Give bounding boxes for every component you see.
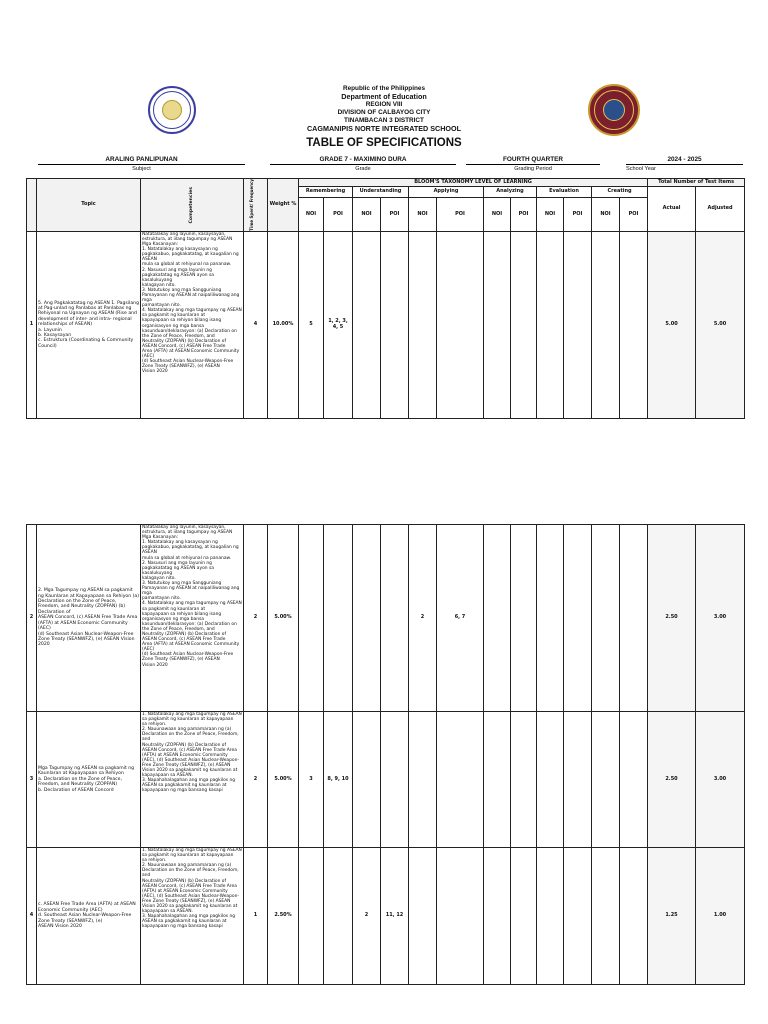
- col-actual: Actual: [648, 187, 696, 232]
- poi-cell: [437, 231, 484, 418]
- poi-header: POI: [564, 197, 592, 231]
- level-applying: Applying: [409, 187, 484, 198]
- noi-cell: [299, 525, 324, 712]
- noi-cell: [484, 525, 511, 712]
- noi-cell: [537, 712, 564, 848]
- poi-cell: [564, 712, 592, 848]
- weight-cell: 5.00%: [268, 525, 299, 712]
- col-adjusted: Adjusted: [696, 187, 745, 232]
- header-line: Republic of the Philippines: [342, 85, 426, 92]
- document-header: [0, 85, 768, 149]
- actual-cell: 1.25: [648, 848, 696, 985]
- poi-cell: [511, 848, 537, 985]
- poi-header: POI: [437, 197, 484, 231]
- row-number: 4: [27, 848, 37, 985]
- poi-cell: [381, 231, 409, 418]
- adjusted-cell: 3.00: [696, 525, 745, 712]
- table-row: [27, 231, 745, 418]
- adjusted-cell: 1.00: [696, 848, 745, 985]
- poi-cell: [564, 848, 592, 985]
- page-title: TABLE OF SPECIFICATIONS: [306, 137, 462, 149]
- time-cell: 4: [244, 231, 268, 418]
- poi-cell: [381, 712, 409, 848]
- col-competencies: Competencies: [141, 179, 244, 232]
- noi-cell: [592, 712, 620, 848]
- noi-cell: [537, 848, 564, 985]
- noi-cell: 2: [409, 525, 437, 712]
- noi-cell: [537, 525, 564, 712]
- grading-period-caption: Grading Period: [514, 166, 552, 172]
- noi-cell: [353, 525, 381, 712]
- poi-header: POI: [324, 197, 353, 231]
- weight-cell: 5.00%: [268, 712, 299, 848]
- noi-cell: 5: [299, 231, 324, 418]
- poi-header: POI: [381, 197, 409, 231]
- school-year-caption: School Year: [626, 166, 656, 172]
- topic-cell: Mga Tagumpay ng ASEAN sa pagkamit ng Kaunlaran at Kapayapaan sa Rehiyon a. Declaration on the Zone of Peace, Freedom, and Neutrality (ZOPFAN) b. Declaration of ASEAN Concord: [37, 712, 141, 848]
- header-line: DIVISION OF CALBAYOG CITY: [337, 109, 431, 116]
- header-line: TINAMBACAN 3 DISTRICT: [344, 117, 424, 124]
- poi-cell: [324, 525, 353, 712]
- noi-header: NOI: [299, 197, 324, 231]
- noi-cell: [537, 231, 564, 418]
- school-year-field: [626, 156, 743, 173]
- noi-cell: [484, 848, 511, 985]
- noi-cell: [409, 712, 437, 848]
- adjusted-cell: 5.00: [696, 231, 745, 418]
- poi-cell: [620, 231, 648, 418]
- row-number: 3: [27, 712, 37, 848]
- poi-cell: [511, 231, 537, 418]
- subject-field: [38, 156, 245, 173]
- poi-cell: [620, 712, 648, 848]
- weight-cell: 2.50%: [268, 848, 299, 985]
- topic-cell: c. ASEAN Free Trade Area (AFTA) at ASEAN Economic Community (AEC) d. Southeast Asian Nuclear-Weapon-Free Zone Treaty (SEANWFZ), (e) ASEAN Vision 2020: [37, 848, 141, 985]
- table-row: [27, 525, 745, 712]
- noi-header: NOI: [484, 197, 511, 231]
- noi-cell: [484, 712, 511, 848]
- table-row: [27, 848, 745, 985]
- poi-cell: [324, 848, 353, 985]
- header-line: REGION VIII: [365, 101, 403, 108]
- noi-cell: 2: [353, 848, 381, 985]
- header-line: CAGMANIPIS NORTE INTEGRATED SCHOOL: [306, 124, 461, 133]
- time-cell: 2: [244, 712, 268, 848]
- time-cell: 1: [244, 848, 268, 985]
- noi-header: NOI: [353, 197, 381, 231]
- poi-cell: 8, 9, 10: [324, 712, 353, 848]
- actual-cell: 2.50: [648, 525, 696, 712]
- specifications-table-page-2: [26, 524, 745, 985]
- level-creating: Creating: [592, 187, 648, 198]
- actual-cell: 2.50: [648, 712, 696, 848]
- noi-cell: [299, 848, 324, 985]
- subject-caption: Subject: [132, 166, 151, 172]
- noi-cell: [484, 231, 511, 418]
- col-blooms: BLOOM'S TAXONOMY LEVEL OF LEARNING: [299, 179, 648, 187]
- weight-cell: 10.00%: [268, 231, 299, 418]
- table-row: [27, 712, 745, 848]
- noi-cell: [592, 525, 620, 712]
- adjusted-cell: 3.00: [696, 712, 745, 848]
- topic-cell: 2. Mga Tagumpay ng ASEAN sa pagkamit ng Kaunlaran at Kapayapaan sa Rehiyon (a) Declaration on the Zone of Peace, Freedom, and Neutrality (ZOPFAN) (b) Declaration of ASEAN Concord, (c) ASEAN Free Trade Area (AFTA) at ASEAN Economic Community (AEC) (d) Southeast Asian Nuclear-Weapon-Free Zone Treaty (SEANWFZ), (e) ASEAN Vision 2020: [37, 525, 141, 712]
- level-understanding: Understanding: [353, 187, 409, 198]
- poi-cell: [564, 231, 592, 418]
- col-topic: Topic: [37, 179, 141, 232]
- competencies-cell: Natatalakay ang layunin, kasaysayan, estruktura, at iilang tagumpay ng ASEAN Mga Kasanayan: 1. Natatalakay ang kasaysayan ng pagkakabuo, pagkakatatag, at kaugalian ng ASEAN mula sa global at rehiyunal na pananaw. 2. Nasusuri ang mga layunin ng pagkakatatag ng ASEAN ayon sa kasalukuyang kalagayan nito. 3. Natutukoy ang mga Sangguniang Pamayanan ng ASEAN at naipaliliwanag ang mga pamantayan nito. 4. Natatalakay ang mga tagumpay ng ASEAN sa pagkamit ng kaunlaran at kapayapaan sa rehiyon bilang isang organisasyon ng mga bansa kasunduan/deklarasyon: (a) Declaration on the Zone of Peace, Freedom, and Neutrality (ZOPFAN) (b) Declaration of ASEAN Concord, (c) ASEAN Free Trade Area (AFTA) at ASEAN Economic Community (AEC) (d) Southeast Asian Nuclear-Weapon-Free Zone Treaty (SEANWFZ), (e) ASEAN Vision 2020: [141, 231, 244, 418]
- competencies-cell: Natatalakay ang layunin, kasaysayan, estruktura, at iilang tagumpay ng ASEAN Mga Kasanayan: 1. Natatalakay ang kasaysayan ng pagkakabuo, pagkakatatag, at kaugalian ng ASEAN mula sa global at rehiyunal na pananaw. 2. Nasusuri ang mga layunin ng pagkakatatag ng ASEAN ayon sa kasalukuyang kalagayan nito. 3. Natutukoy ang mga Sangguniang Pamayanan ng ASEAN at naipaliliwanag ang mga pamantayan nito. 4. Natatalakay ang mga tagumpay ng ASEAN sa pagkamit ng kaunlaran at kapayapaan sa rehiyon bilang isang organisasyon ng mga bansa kasunduan/deklarasyon: (a) Declaration on the Zone of Peace, Freedom, and Neutrality (ZOPFAN) (b) Declaration of ASEAN Concord, (c) ASEAN Free Trade Area (AFTA) at ASEAN Economic Community (AEC) (d) Southeast Asian Nuclear-Weapon-Free Zone Treaty (SEANWFZ), (e) ASEAN Vision 2020: [141, 525, 244, 712]
- noi-header: NOI: [592, 197, 620, 231]
- noi-cell: [592, 231, 620, 418]
- poi-cell: [437, 712, 484, 848]
- competencies-cell: 1. Natatalakay ang mga tagumpay ng ASEAN sa pagkamit ng kaunlaran at kapayapaan sa rehiyon. 2. Nauunawaan ang pamamaraan ng (a) Declaration on the Zone of Peace, Freedom, and Neutrality (ZOPFAN) (b) Declaration of ASEAN Concord, (c) ASEAN Free Trade Area (AFTA) at ASEAN Economic Community (AEC), (d) Southeast Asian Nuclear-Weapon- Free Zone Treaty (SEANWFZ), (e) ASEAN Vision 2020 sa pagkakamit ng kaunlaran at kapayapaan sa ASEAN. 3. Napahahalagahan ang mga pagkilos ng ASEAN sa pagkakamit ng kaunlaran at kapayapaan ng mga bansang kasapi: [141, 848, 244, 985]
- grade-value: GRADE 7 - MAXIMINO DURA: [270, 156, 456, 165]
- time-cell: 2: [244, 525, 268, 712]
- col-total-items: Total Number of Test Items: [648, 179, 745, 187]
- poi-cell: 11, 12: [381, 848, 409, 985]
- noi-header: NOI: [409, 197, 437, 231]
- noi-header: NOI: [537, 197, 564, 231]
- competencies-cell: 1. Natatalakay ang mga tagumpay ng ASEAN sa pagkamit ng kaunlaran at kapayapaan sa rehiyon. 2. Nauunawaan ang pamamaraan ng (a) Declaration on the Zone of Peace, Freedom, and Neutrality (ZOPFAN) (b) Declaration of ASEAN Concord, (c) ASEAN Free Trade Area (AFTA) at ASEAN Economic Community (AEC), (d) Southeast Asian Nuclear-Weapon- Free Zone Treaty (SEANWFZ), (e) ASEAN Vision 2020 sa pagkakamit ng kaunlaran at kapayapaan sa ASEAN. 3. Napahahalagahan ang mga pagkilos ng ASEAN sa pagkakamit ng kaunlaran at kapayapaan ng mga bansang kasapi: [141, 712, 244, 848]
- poi-cell: [511, 525, 537, 712]
- actual-cell: 5.00: [648, 231, 696, 418]
- header-line: Department of Education: [341, 92, 427, 101]
- grade-caption: Grade: [355, 166, 371, 172]
- row-number: 2: [27, 525, 37, 712]
- poi-header: POI: [620, 197, 648, 231]
- col-weight: Weight %: [268, 179, 299, 232]
- noi-cell: 3: [299, 712, 324, 848]
- topic-cell: 5. Ang Pagkakatatag ng ASEAN 1. Pagsilang at Pag-unlad ng Panlabas at Panlabas ng Rehiyonal na Ugnayan ng ASEAN (Rise and development of inter- and intra- regional relationships of ASEAN) a. Layunin b. Kasaysayan c. Estruktura (Coordinating & Community Council): [37, 231, 141, 418]
- poi-cell: [620, 848, 648, 985]
- noi-cell: [353, 231, 381, 418]
- poi-cell: [437, 848, 484, 985]
- noi-cell: [409, 848, 437, 985]
- level-evaluation: Evaluation: [537, 187, 592, 198]
- school-year-value: 2024 - 2025: [626, 156, 743, 165]
- subject-value: ARALING PANLIPUNAN: [38, 156, 245, 165]
- noi-cell: [353, 712, 381, 848]
- grading-period-field: [466, 156, 600, 173]
- grading-period-value: FOURTH QUARTER: [466, 156, 600, 165]
- grade-field: [270, 156, 456, 173]
- row-number: 1: [27, 231, 37, 418]
- level-remembering: Remembering: [299, 187, 353, 198]
- poi-cell: 1, 2, 3, 4, 5: [324, 231, 353, 418]
- level-analyzing: Analyzing: [484, 187, 537, 198]
- noi-cell: [592, 848, 620, 985]
- col-time-spent: Time Spent/ Frequency: [244, 179, 268, 232]
- poi-cell: 6, 7: [437, 525, 484, 712]
- poi-header: POI: [511, 197, 537, 231]
- specifications-table-page-1: [26, 178, 745, 419]
- poi-cell: [381, 525, 409, 712]
- noi-cell: [409, 231, 437, 418]
- poi-cell: [620, 525, 648, 712]
- poi-cell: [564, 525, 592, 712]
- poi-cell: [511, 712, 537, 848]
